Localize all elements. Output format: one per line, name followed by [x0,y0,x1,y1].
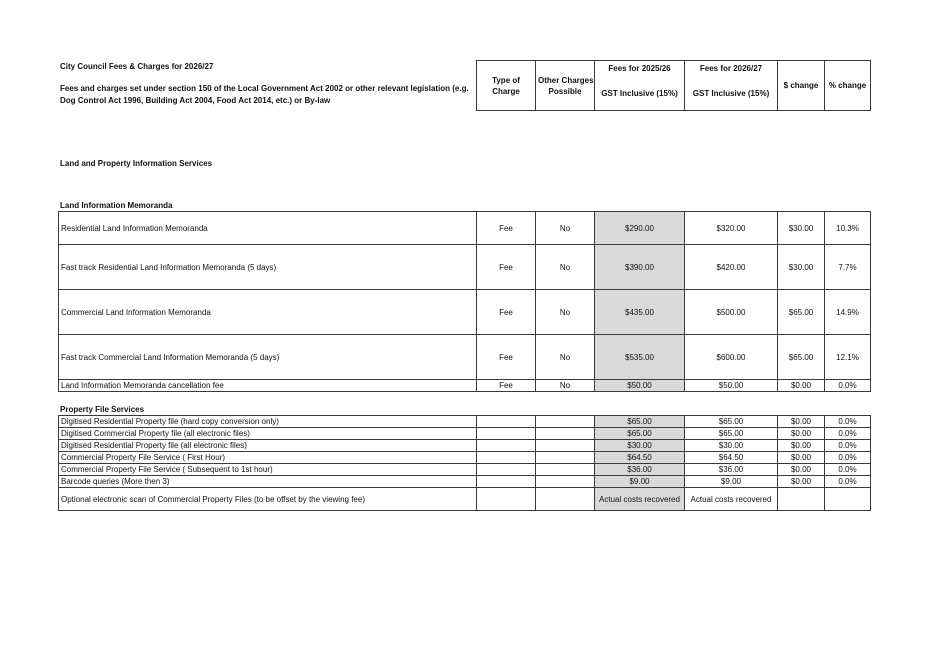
dollar-change: $0.00 [778,476,825,488]
column-header-table [476,60,871,111]
other-charges [536,440,595,452]
fee-2026-27: $9.00 [685,476,778,488]
fee-2026-27: $600.00 [685,335,778,380]
fee-2026-27: Actual costs recovered [685,488,778,511]
dollar-change: $0.00 [778,464,825,476]
percent-change [825,488,871,511]
section-title: Land and Property Information Services [60,159,213,168]
charge-type [477,476,536,488]
charge-type [477,452,536,464]
fee-2025-26: $36.00 [595,464,685,476]
charge-type [477,488,536,511]
fee-2025-26: $30.00 [595,440,685,452]
other-charges [536,416,595,428]
dollar-change: $65.00 [778,290,825,335]
percent-change: 0.0% [825,440,871,452]
percent-change: 14.9% [825,290,871,335]
charge-type [477,440,536,452]
col-gst-curr-header: GST Inclusive (15%) [685,77,778,111]
col-change-header: $ change [778,61,825,111]
fee-2025-26: $290.00 [595,212,685,245]
fee-2026-27: $30.00 [685,440,778,452]
pfs-row [59,428,871,440]
fee-2026-27: $50.00 [685,380,778,392]
fee-description: Fast track Residential Land Information Memoranda (5 days) [59,245,477,290]
fee-description: Digitised Residential Property file (all electronic files) [59,440,477,452]
fee-description: Land Information Memoranda cancellation fee [59,380,477,392]
pfs-row [59,476,871,488]
pfs-row [59,488,871,511]
lim-row [59,380,871,392]
dollar-change: $0.00 [778,452,825,464]
col-fees-curr-header: Fees for 2026/27 [685,61,778,77]
fee-description: Commercial Land Information Memoranda [59,290,477,335]
other-charges: No [536,380,595,392]
fee-2025-26: $435.00 [595,290,685,335]
fee-description: Digitised Residential Property file (hard copy conversion only) [59,416,477,428]
page-title: City Council Fees & Charges for 2026/27 [60,62,214,71]
percent-change: 0.0% [825,464,871,476]
col-other-header: Other Charges Possible [536,61,595,111]
description-line-1: Fees and charges set under section 150 of the Local Government Act 2002 or other relevant legislation (e.g. [60,84,469,93]
charge-type: Fee [477,212,536,245]
percent-change: 12.1% [825,335,871,380]
fee-description: Commercial Property File Service ( Subsequent to 1st hour) [59,464,477,476]
col-type-header: Type of Charge [477,61,536,111]
fee-2026-27: $64.50 [685,452,778,464]
dollar-change: $0.00 [778,416,825,428]
dollar-change [778,488,825,511]
col-pct-header: % change [825,61,871,111]
fee-2025-26: $50.00 [595,380,685,392]
fee-description: Fast track Commercial Land Information Memoranda (5 days) [59,335,477,380]
pfs-row [59,452,871,464]
charge-type: Fee [477,335,536,380]
dollar-change: $0.00 [778,440,825,452]
percent-change: 7.7% [825,245,871,290]
fee-2026-27: $65.00 [685,428,778,440]
percent-change: 0.0% [825,380,871,392]
dollar-change: $0.00 [778,380,825,392]
pfs-row [59,416,871,428]
percent-change: 0.0% [825,452,871,464]
charge-type [477,464,536,476]
other-charges: No [536,245,595,290]
other-charges [536,428,595,440]
dollar-change: $30.00 [778,212,825,245]
fee-description: Optional electronic scan of Commercial Property Files (to be offset by the viewing fee) [59,488,477,511]
fee-2025-26: $65.00 [595,416,685,428]
pfs-table [58,415,871,511]
other-charges: No [536,290,595,335]
other-charges [536,452,595,464]
lim-row [59,335,871,380]
other-charges [536,476,595,488]
dollar-change: $30.00 [778,245,825,290]
lim-table [58,211,871,392]
fee-2026-27: $420.00 [685,245,778,290]
lim-row [59,290,871,335]
fee-2025-26: Actual costs recovered [595,488,685,511]
fee-2025-26: $390.00 [595,245,685,290]
fee-description: Commercial Property File Service ( First Hour) [59,452,477,464]
fee-2025-26: $9.00 [595,476,685,488]
other-charges [536,488,595,511]
lim-row [59,212,871,245]
pfs-row [59,440,871,452]
charge-type: Fee [477,380,536,392]
fee-description: Barcode queries (More then 3) [59,476,477,488]
dollar-change: $65.00 [778,335,825,380]
fee-2025-26: $64.50 [595,452,685,464]
description-line-2: Dog Control Act 1996, Building Act 2004, Food Act 2014, etc.) or By-law [60,96,331,105]
fee-2025-26: $65.00 [595,428,685,440]
pfs-row [59,464,871,476]
pfs-title: Property File Services [60,405,145,414]
charge-type: Fee [477,290,536,335]
fee-2026-27: $320.00 [685,212,778,245]
dollar-change: $0.00 [778,428,825,440]
lim-row [59,245,871,290]
fee-2026-27: $36.00 [685,464,778,476]
other-charges: No [536,212,595,245]
charge-type [477,428,536,440]
percent-change: 0.0% [825,428,871,440]
fee-description: Digitised Commercial Property file (all electronic files) [59,428,477,440]
other-charges: No [536,335,595,380]
col-fees-prev-header: Fees for 2025/26 [595,61,685,77]
percent-change: 0.0% [825,416,871,428]
percent-change: 0.0% [825,476,871,488]
charge-type: Fee [477,245,536,290]
other-charges [536,464,595,476]
fee-2025-26: $535.00 [595,335,685,380]
percent-change: 10.3% [825,212,871,245]
charge-type [477,416,536,428]
fee-description: Residential Land Information Memoranda [59,212,477,245]
lim-title: Land Information Memoranda [60,201,173,210]
fee-2026-27: $65.00 [685,416,778,428]
col-gst-prev-header: GST Inclusive (15%) [595,77,685,111]
fee-2026-27: $500.00 [685,290,778,335]
